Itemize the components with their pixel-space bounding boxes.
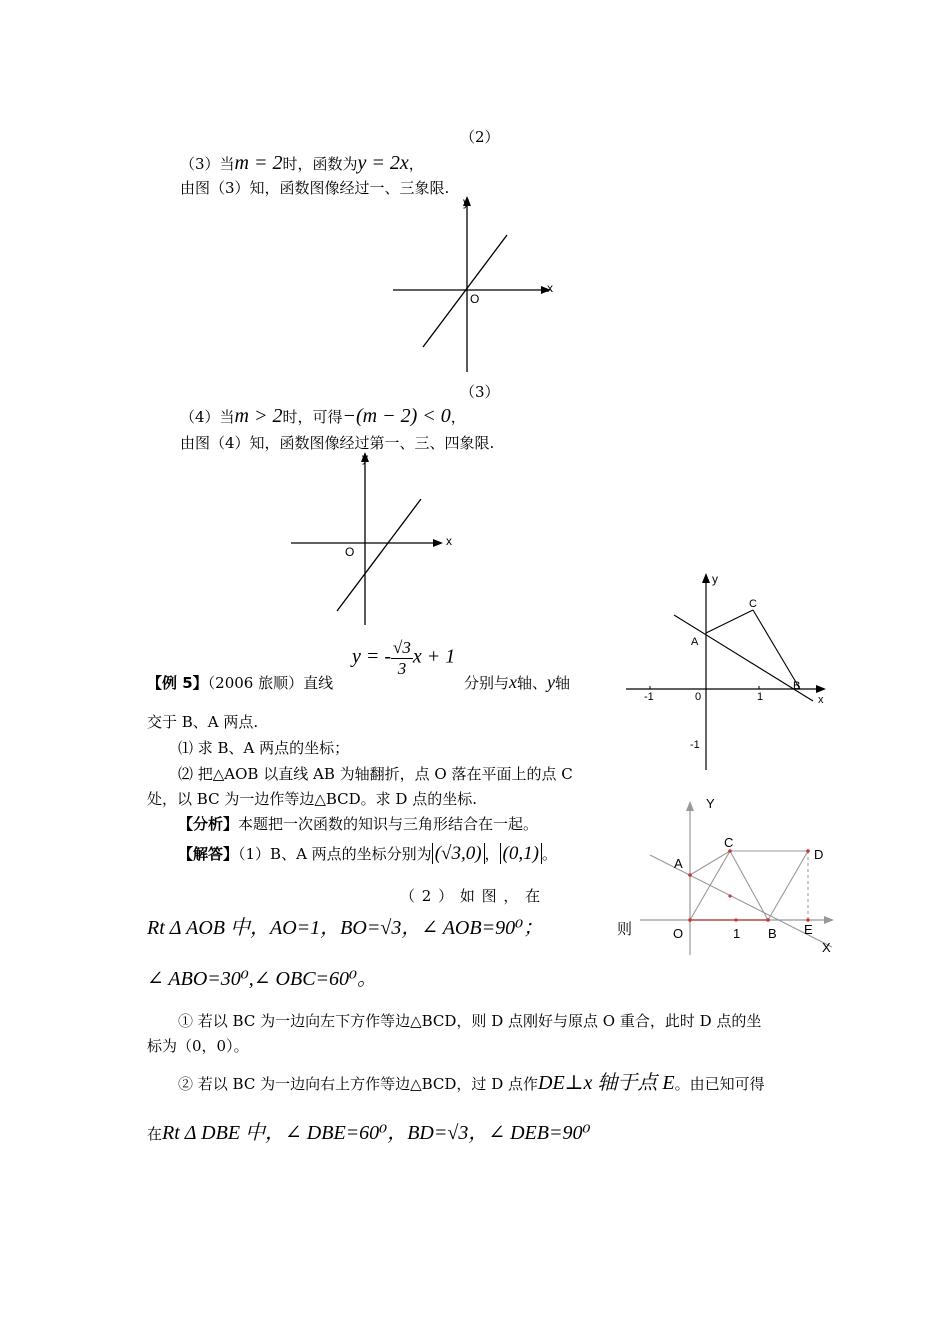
fig5b-x-label: X <box>822 940 831 955</box>
example-5-question-2a: ⑵ 把△AOB 以直线 AB 为轴翻折，点 O 落在平面上的点 C <box>178 765 573 783</box>
fig5b-point-b <box>766 918 770 922</box>
part-2-ze: 则 <box>617 920 633 938</box>
fig5a-y-arrow <box>702 573 710 583</box>
case-a-line1: ① 若以 BC 为一边向左下方作等边△BCD，则 D 点刚好与原点 O 重合，此时 D 点的坐 <box>178 1012 762 1030</box>
equation-rhs: x + 1 <box>412 645 456 668</box>
fig5b-y-arrow <box>686 801 694 811</box>
case-3-mid: 时，函数为 <box>282 155 358 173</box>
fig5b-x-arrow <box>824 916 834 924</box>
fig5a-tick-1-label: 1 <box>757 691 764 703</box>
analysis <box>178 813 538 834</box>
fig5b-segment-oc <box>690 851 730 920</box>
case-3-line <box>180 152 424 175</box>
fig4-origin-label: O <box>345 545 355 559</box>
example-5-y: y <box>547 672 556 692</box>
fig5a-b-label: B <box>793 680 801 692</box>
part-2-line1: （ 2 ） 如 图 ， 在 <box>400 887 542 905</box>
fraction-denominator: 3 <box>397 659 407 678</box>
fig5a-origin-label: 0 <box>695 691 702 703</box>
fig5a-y-label: y <box>712 572 718 586</box>
analysis-tag: 【分析】 <box>178 815 239 833</box>
solution-end: 。 <box>541 845 557 863</box>
fraction-numerator: √3 <box>393 638 411 657</box>
figure-5a-graph <box>620 565 835 775</box>
figure-4-graph <box>285 445 460 630</box>
fig5b-one-label: 1 <box>733 926 741 941</box>
case-b-line2b: Rt Δ DBE 中，∠ DBE=60⁰，BD=√3，∠ DEB=90⁰ <box>162 1122 591 1144</box>
solution-tag: 【解答】 <box>178 845 239 863</box>
case-4-line <box>180 405 466 428</box>
case-3-prefix: （3）当 <box>180 155 235 173</box>
figure-5b-graph <box>640 795 850 965</box>
fig3-origin-label: O <box>470 292 480 306</box>
fig5b-point-a <box>688 873 692 877</box>
fig5a-x-arrow <box>816 685 826 693</box>
case-3-conclusion: 由图（3）知，函数图像经过一、三象限. <box>180 179 450 197</box>
fig5a-segment-cb <box>753 610 800 689</box>
fig5b-point-o <box>688 918 692 922</box>
fig4-y-label: y <box>362 451 368 465</box>
example-5-equation <box>352 638 455 679</box>
equation-fraction <box>391 638 413 679</box>
case-3-function: y = 2x <box>357 152 409 174</box>
case-b-line1b: 。由已知可得 <box>674 1075 765 1093</box>
case-b-line1 <box>178 1066 765 1095</box>
example-5-tag: 【例 5】 <box>147 674 208 692</box>
example-5-question-2b: 处，以 BC 为一边作等边△BCD。求 D 点的坐标. <box>147 790 477 808</box>
case-4-prefix: （4）当 <box>180 408 235 426</box>
fig5b-point-mid <box>728 894 731 897</box>
figure-3-graph <box>385 192 560 377</box>
fig5a-c-label: C <box>749 598 757 610</box>
case-4-mid: 时，可得 <box>282 408 343 426</box>
fig3-function-line <box>423 235 507 347</box>
fig5b-b-label: B <box>768 926 777 941</box>
solution-text: （1）B、A 两点的坐标分别为 <box>238 845 432 863</box>
example-5-x: x <box>509 672 518 692</box>
solution-point-b: (√3,0) <box>432 843 485 864</box>
example-5-axis: 轴 <box>555 674 571 692</box>
fig5a-tick-y-neg1-label: -1 <box>690 739 700 751</box>
figure-2-caption: （2） <box>460 128 500 146</box>
example-5-after: 分别与 <box>464 674 510 692</box>
fig5b-point-one <box>734 918 737 921</box>
figure-3-caption: （3） <box>460 383 500 401</box>
fig4-x-arrow <box>433 539 443 547</box>
example-5-heading <box>147 672 333 693</box>
case-4-inequality: −(m − 2) < 0 <box>342 405 451 427</box>
case-4-end: ， <box>450 408 466 426</box>
example-5-mid: 轴、 <box>517 674 548 692</box>
case-3-end: ， <box>408 155 424 173</box>
example-5-axis-text <box>464 672 570 693</box>
fig5b-d-label: D <box>814 847 824 862</box>
case-b-line2 <box>147 1116 590 1145</box>
case-4-condition: m > 2 <box>234 405 283 427</box>
solution-sep: ， <box>484 845 500 863</box>
fig5b-segment-ac <box>690 851 730 875</box>
case-a-line2: 标为（0，0）。 <box>147 1037 249 1055</box>
example-5-line2: 交于 B、A 两点. <box>147 713 259 731</box>
fig5a-a-label: A <box>691 636 699 648</box>
fig5b-a-label: A <box>674 856 683 871</box>
case-3-condition: m = 2 <box>234 152 283 174</box>
fig5b-segment-bd <box>768 851 808 920</box>
fig4-x-label: x <box>446 534 452 548</box>
fig5b-segment-cb <box>730 851 768 920</box>
fig5a-x-label: x <box>818 694 824 706</box>
case-b-line2a: 在 <box>147 1125 163 1143</box>
solution-point-a: (0,1) <box>500 843 542 864</box>
part-2-line2: Rt Δ AOB 中，AO=1，BO=√3，∠ AOB=90⁰； <box>147 917 544 939</box>
analysis-text: 本题把一次函数的知识与三角形结合在一起。 <box>238 815 539 833</box>
fig5b-y-label: Y <box>706 796 715 811</box>
example-5-question-1: ⑴ 求 B、A 两点的坐标； <box>178 739 350 757</box>
fig5b-e-label: E <box>804 922 813 937</box>
example-5-source: （2006 旅顺）直线 <box>207 674 334 692</box>
fig5b-origin-label: O <box>673 926 684 941</box>
part-2-line3: ∠ ABO=30⁰,∠ OBC=60⁰。 <box>147 968 378 990</box>
fig5b-c-label: C <box>724 835 734 850</box>
fig3-x-label: x <box>547 281 553 295</box>
fig5a-segment-ac <box>706 610 753 633</box>
case-4-conclusion: 由图（4）知，函数图像经过第一、三、四象限. <box>180 434 495 452</box>
fig5b-point-d <box>806 849 810 853</box>
case-b-line1a: ② 若以 BC 为一边向右上方作等边△BCD，过 D 点作 <box>178 1075 538 1093</box>
equation-lhs: y = - <box>352 645 392 668</box>
solution <box>178 843 557 865</box>
fig3-y-label: y <box>463 195 469 209</box>
fig5a-tick-neg1-label: -1 <box>644 691 654 703</box>
case-b-de: DE⊥x 轴于点 E <box>538 1072 675 1094</box>
